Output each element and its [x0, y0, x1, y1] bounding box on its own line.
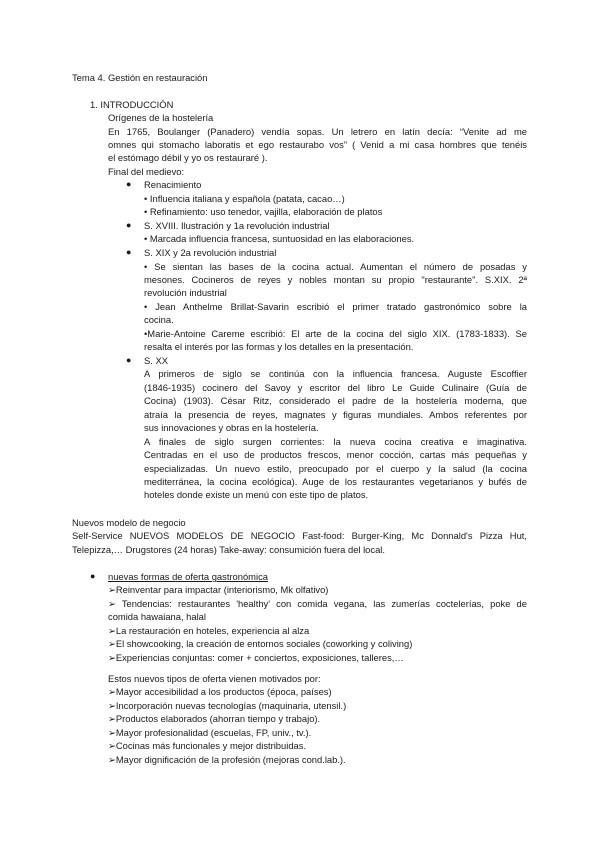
bullet-detail-line: A primeros de siglo se continúa con la influencia francesa. Auguste Escoffier [144, 368, 527, 379]
bullet-icon: ● [126, 220, 132, 230]
bullet-label-nuevas-formas: nuevas formas de oferta gastronómica [108, 571, 268, 582]
bullet-label-xx: S. XX [144, 355, 168, 366]
bullet-icon: ● [126, 355, 132, 365]
bullet-detail-line: • Se sientan las bases de la cocina actual. Aumentan el número de posadas y [144, 261, 527, 272]
bullet-detail-line: resalta el interés por las formas y los detalles en la presentación. [144, 341, 414, 352]
bullet-icon: ● [126, 247, 132, 257]
motivo-item: ➢Mayor accesibilidad a los productos (época, países) [108, 686, 332, 697]
section-heading-negocio: Nuevos modelo de negocio [72, 517, 186, 528]
bullet-detail-line: (1846-1935) cocinero del Savoy y escritor del libro Le Guide Culinaire (Guía de [144, 382, 527, 393]
bullet-detail-line: hoteles donde existe un menú con este tipo de platos. [144, 489, 369, 500]
bullet-detail-line: sus innovaciones y obras en la hostelería. [144, 422, 319, 433]
arrow-item: ➢El showcooking, la creación de entornos sociales (coworking y coliving) [108, 638, 413, 649]
intro-line: el estómago débil y yo os restauraré ). [108, 152, 268, 163]
arrow-item: ➢Experiencias conjuntas: comer + conciertos, exposiciones, talleres,… [108, 652, 404, 663]
negocio-line: Telepizza,… Drugstores (24 horas) Take-away: consumición fuera del local. [72, 544, 385, 555]
document-title: Tema 4. Gestión en restauración [72, 72, 208, 83]
bullet-detail-line: A finales de siglo surgen corrientes: la nueva cocina creativa e imaginativa. [144, 436, 527, 447]
bullet-detail-line: • Refinamiento: uso tenedor, vajilla, elaboración de platos [144, 206, 383, 217]
bullet-icon: ● [126, 179, 132, 189]
arrow-item: ➢Reinventar para impactar (interiorismo, Mk olfativo) [108, 584, 329, 595]
motivos-intro: Estos nuevos tipos de oferta vienen motivados por: [108, 673, 321, 684]
bullet-label-xviii: S. XVIII. Ilustración y 1a revolución industrial [144, 220, 330, 231]
bullet-label-xix: S. XIX y 2a revolución industrial [144, 247, 277, 258]
motivo-item: ➢Cocinas más funcionales y mejor distribuidas. [108, 740, 307, 751]
bullet-detail-line: cocina. [144, 314, 174, 325]
bullet-detail-line: revolución industrial [144, 287, 227, 298]
subheading-origenes: Orígenes de la hostelería [108, 112, 214, 123]
motivo-item: ➢Mayor profesionalidad (escuelas, FP, univ., tv.). [108, 727, 312, 738]
bullet-detail-line: • Influencia italiana y española (patata, cacao…) [144, 193, 345, 204]
bullet-detail-line: mesones. Cocineros de reyes y nobles montan su propio "restaurante". S.XIX. 2ª [144, 274, 527, 285]
arrow-item: ➢La restauración en hoteles, experiencia al alza [108, 625, 310, 636]
bullet-detail-line: atraía la presencia de reyes, magnates y figuras mundiales. Ambos referentes por [144, 409, 527, 420]
motivo-item: ➢Mayor dignificación de la profesión (mejoras cond.lab.). [108, 754, 346, 765]
intro-line: omnes qui stomacho laboratis et ego restaurabo vos” ( Venid a mi casa hombres que tenéis [108, 139, 527, 150]
bullet-detail-line: • Jean Anthelme Brillat-Savarin escribió el primer tratado gastronómico sobre la [144, 301, 527, 312]
final-medievo-label: Final del medievo: [108, 166, 185, 177]
bullet-detail-line: Cocina) (1903). César Ritz, considerado el padre de la hostelería moderna, que [144, 395, 527, 406]
bullet-detail-line: especializadas. Un nuevo estilo, preocupado por el cuerpo y la salud (la cocina [144, 463, 527, 474]
negocio-line: Self-Service NUEVOS MODELOS DE NEGOCIO Fast-food: Burger-King, Mc Donnald's Pizza Hut, [72, 530, 527, 541]
section-heading-introduccion: 1. INTRODUCCIÓN [90, 99, 174, 110]
arrow-item: comida hawaiana, halal [108, 611, 206, 622]
arrow-item: ➢ Tendencias: restaurantes 'healthy' con comida vegana, las zumerías coctelerías, poke de [108, 598, 527, 609]
intro-line: En 1765, Boulanger (Panadero) vendía sopas. Un letrero en latín decía: “Venite ad me [108, 126, 527, 137]
motivo-item: ➢Productos elaborados (ahorran tiempo y trabajo). [108, 713, 321, 724]
bullet-detail-line: mediterránea, la cocina ecológica). Auge de los restaurantes vegetarianos y bufés de [144, 476, 527, 487]
bullet-detail-line: •Marie-Antoine Careme escribió: El arte de la cocina del siglo XIX. (1783-1833). Se [144, 328, 527, 339]
bullet-label-renacimiento: Renacimiento [144, 179, 202, 190]
bullet-detail-line: • Marcada influencia francesa, suntuosidad en las elaboraciones. [144, 233, 415, 244]
bullet-detail-line: Centradas en el uso de productos frescos, menor cocción, cartas más pequeñas y [144, 449, 527, 460]
bullet-icon: ● [90, 571, 96, 581]
motivo-item: ➢Incorporación nuevas tecnologías (maquinaria, utensil.) [108, 700, 347, 711]
